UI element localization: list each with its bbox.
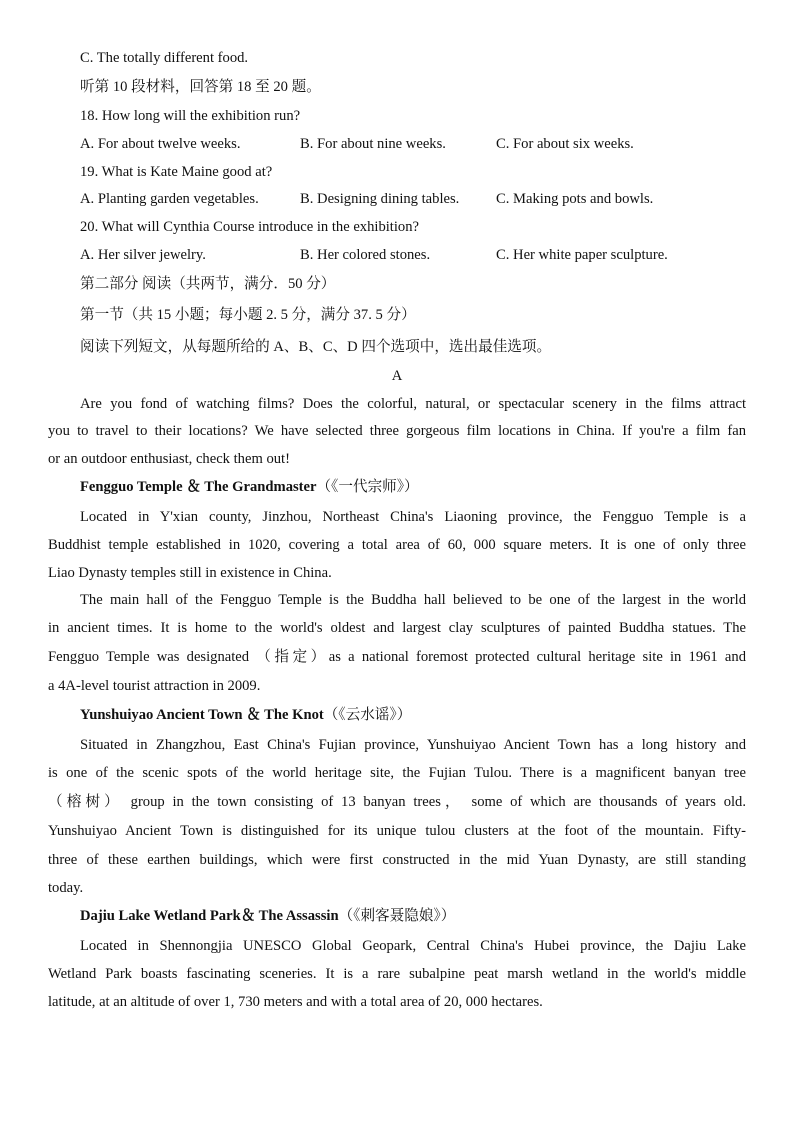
- fengguo-p2-line-2: in ancient times. It is home to the world's oldest and largest clay sculptures of painted Buddha statues. The: [48, 620, 746, 636]
- question-19: 19. What is Kate Maine good at?: [80, 164, 273, 180]
- heading-cn: （《云水谣》）: [323, 707, 412, 723]
- question-20: 20. What will Cynthia Course introduce in the exhibition?: [80, 219, 419, 235]
- dajiu-line-2: Wetland Park boasts fascinating sceneries. It is a rare subalpine peat marsh wetland in the world's middle: [48, 966, 746, 982]
- question-18: 18. How long will the exhibition run?: [80, 108, 301, 124]
- dajiu-line-3: latitude, at an altitude of over 1, 730 meters and with a total area of 20, 000 hectares.: [48, 994, 543, 1010]
- yunshuiyao-line-4: Yunshuiyao Ancient Town is distinguished for its unique tulou clusters at the foot of the mountain. Fifty-: [48, 823, 746, 839]
- intro-line-2: you to travel to their locations? We have selected three gorgeous film locations in China. If you're a film fan: [48, 423, 746, 439]
- intro-line-1: Are you fond of watching films? Does the colorful, natural, or spectacular scenery in the films attract: [80, 396, 746, 412]
- heading-en: Dajiu Lake Wetland Park＆ The Assassin: [80, 908, 339, 924]
- part-two-title: 第二部分 阅读（共两节，满分．50 分）: [80, 276, 336, 292]
- heading-en: Fengguo Temple ＆ The Grandmaster: [80, 479, 317, 495]
- question-19-option-b: B. Designing dining tables.: [300, 191, 460, 207]
- yunshuiyao-line-5: three of these earthen buildings, which were first constructed in the mid Yuan Dynasty, are still standing: [48, 852, 746, 868]
- question-20-option-c: C. Her white paper sculpture.: [496, 247, 668, 263]
- question-20-option-b: B. Her colored stones.: [300, 247, 431, 263]
- yunshuiyao-line-3: （榕树） group in the town consisting of 13 banyan trees， some of which are thousands of years old.: [48, 794, 746, 810]
- fengguo-p2-line-3: Fengguo Temple was designated （指定）as a national foremost protected cultural heritage site in 1961 and: [48, 649, 746, 665]
- section-heading-dajiu: [80, 906, 455, 926]
- heading-en: Yunshuiyao Ancient Town ＆ The Knot: [80, 707, 324, 723]
- fengguo-p1-line-3: Liao Dynasty temples still in existence in China.: [48, 565, 332, 581]
- previous-option-c: C. The totally different food.: [80, 50, 249, 66]
- question-18-option-c: C. For about six weeks.: [496, 136, 634, 152]
- section-heading-yunshuiyao: [80, 705, 411, 725]
- yunshuiyao-line-1: Situated in Zhangzhou, East China's Fujian province, Yunshuiyao Ancient Town has a long history and: [80, 737, 746, 753]
- question-19-option-a: A. Planting garden vegetables.: [80, 191, 259, 207]
- section-heading-fengguo: [80, 477, 419, 497]
- passage-label: A: [391, 368, 403, 384]
- fengguo-p2-line-4: a 4A-level tourist attraction in 2009.: [48, 678, 261, 694]
- question-19-option-c: C. Making pots and bowls.: [496, 191, 654, 207]
- section-one-title: 第一节（共 15 小题；每小题 2. 5 分，满分 37. 5 分）: [80, 307, 416, 323]
- fengguo-p1-line-1: Located in Y'xian county, Jinzhou, Northeast China's Liaoning province, the Fengguo Temple is a: [80, 509, 746, 525]
- fengguo-p1-line-2: Buddhist temple established in 1020, covering a total area of 60, 000 square meters. It is one of only three: [48, 537, 746, 553]
- question-20-option-a: A. Her silver jewelry.: [80, 247, 206, 263]
- reading-instruction: 阅读下列短文，从每题所给的 A、B、C、D 四个选项中，选出最佳选项。: [80, 339, 552, 355]
- heading-cn: （《刺客聂隐娘》）: [338, 908, 456, 924]
- question-18-option-b: B. For about nine weeks.: [300, 136, 446, 152]
- dajiu-line-1: Located in Shennongjia UNESCO Global Geopark, Central China's Hubei province, the Dajiu Lake: [80, 938, 746, 954]
- yunshuiyao-line-6: today.: [48, 880, 84, 896]
- intro-line-3: or an outdoor enthusiast, check them out!: [48, 451, 290, 467]
- question-18-option-a: A. For about twelve weeks.: [80, 136, 241, 152]
- yunshuiyao-line-2: is one of the scenic spots of the world heritage site, the Fujian Tulou. There is a magnificent banyan tree: [48, 765, 746, 781]
- fengguo-p2-line-1: The main hall of the Fengguo Temple is the Buddha hall believed to be one of the largest in the world: [80, 592, 746, 608]
- heading-cn: （《一代宗师》）: [316, 479, 419, 495]
- listening-instruction: 听第 10 段材料，回答第 18 至 20 题。: [80, 79, 321, 95]
